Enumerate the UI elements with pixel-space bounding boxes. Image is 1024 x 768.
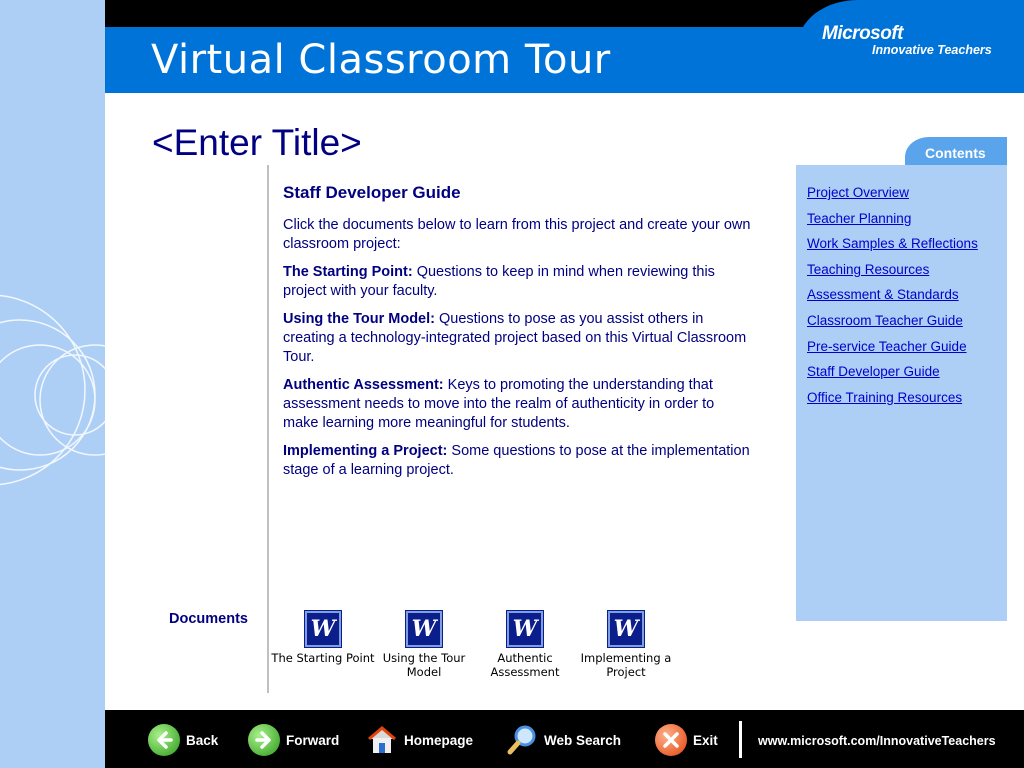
left-decorative-strip <box>0 0 105 768</box>
item-label: The Starting Point: <box>283 264 413 280</box>
document-label[interactable]: Implementing a Project <box>580 651 672 679</box>
word-document-icon[interactable]: W <box>608 611 644 647</box>
back-arrow-icon <box>148 724 180 756</box>
contents-item <box>807 261 1007 287</box>
contents-tab: Contents <box>905 137 1007 165</box>
word-document-icon[interactable]: W <box>305 611 341 647</box>
page-title: <Enter Title> <box>152 122 362 163</box>
homepage-button[interactable] <box>366 722 473 758</box>
item-label: Authentic Assessment: <box>283 377 444 393</box>
item-text: Some questions to pose at the implementation stage of a learning project. <box>283 443 750 478</box>
microsoft-logo: Microsoft <box>822 23 903 44</box>
forward-label: Forward <box>286 732 340 748</box>
word-document-icon[interactable]: W <box>507 611 543 647</box>
document-starting-point[interactable] <box>268 611 378 665</box>
home-icon <box>366 724 398 756</box>
magnifier-icon <box>506 724 538 756</box>
item-label: Using the Tour Model: <box>283 311 435 327</box>
web-search-label: Web Search <box>544 732 622 748</box>
item-tour-model <box>283 310 753 367</box>
document-label[interactable]: Using the Tour Model <box>382 651 466 679</box>
item-text: Questions to pose as you assist others in creating a technology-integrated project based on this Virtual Classroom Tour. <box>283 311 747 365</box>
document-tour-model[interactable] <box>369 611 479 679</box>
link-assessment-standards[interactable]: Assessment & Standards <box>807 287 959 303</box>
document-label[interactable]: The Starting Point <box>271 651 375 665</box>
link-teaching-resources[interactable]: Teaching Resources <box>807 261 930 277</box>
back-button[interactable] <box>148 722 218 758</box>
item-authentic-assessment <box>283 376 753 433</box>
link-project-overview[interactable]: Project Overview <box>807 185 910 200</box>
link-teacher-planning[interactable]: Teacher Planning <box>807 210 912 226</box>
item-text: Keys to promoting the understanding that assessment needs to move into the realm of authenticity in order to make learning more meaningful for students. <box>283 377 715 431</box>
exit-button[interactable] <box>655 722 718 758</box>
site-title: Virtual Classroom Tour <box>151 37 611 83</box>
exit-label: Exit <box>693 732 718 748</box>
link-preservice-teacher-guide[interactable]: Pre-service Teacher Guide <box>807 338 967 354</box>
intro-text: Click the documents below to learn from this project and create your own classroom project: <box>283 217 751 252</box>
link-classroom-teacher-guide[interactable]: Classroom Teacher Guide <box>807 312 963 328</box>
close-icon <box>655 724 687 756</box>
innovative-teachers-logo: Innovative Teachers <box>872 43 992 57</box>
word-document-icon[interactable]: W <box>406 611 442 647</box>
contents-item <box>807 235 1007 261</box>
documents-label: Documents <box>169 611 248 627</box>
item-starting-point <box>283 263 753 301</box>
contents-item <box>807 312 1007 338</box>
link-office-training-resources[interactable]: Office Training Resources <box>807 389 963 405</box>
homepage-label: Homepage <box>404 732 474 748</box>
document-implementing-project[interactable] <box>571 611 681 679</box>
contents-item <box>807 389 1007 415</box>
decorative-circles-graphic <box>0 0 105 768</box>
forward-button[interactable] <box>248 722 339 758</box>
item-text: Questions to keep in mind when reviewing this project with your faculty. <box>283 264 715 299</box>
forward-arrow-icon <box>248 724 280 756</box>
contents-list <box>796 165 1007 414</box>
website-url[interactable]: www.microsoft.com/InnovativeTeachers <box>758 734 996 748</box>
section-heading: Staff Developer Guide <box>283 183 461 202</box>
main-content <box>283 182 753 489</box>
item-implementing-project <box>283 442 753 480</box>
contents-item <box>807 338 1007 364</box>
document-authentic-assessment[interactable] <box>470 611 580 679</box>
back-label: Back <box>186 732 219 748</box>
contents-item <box>807 286 1007 312</box>
web-search-button[interactable] <box>506 722 621 758</box>
item-label: Implementing a Project: <box>283 443 448 459</box>
document-label[interactable]: Authentic Assessment <box>490 651 560 679</box>
contents-item <box>807 210 1007 236</box>
footer-separator <box>739 721 742 758</box>
link-staff-developer-guide[interactable]: Staff Developer Guide <box>807 364 940 380</box>
contents-item <box>807 184 1007 210</box>
contents-item <box>807 363 1007 389</box>
contents-panel <box>796 165 1007 621</box>
link-work-samples[interactable]: Work Samples & Reflections <box>807 236 978 252</box>
